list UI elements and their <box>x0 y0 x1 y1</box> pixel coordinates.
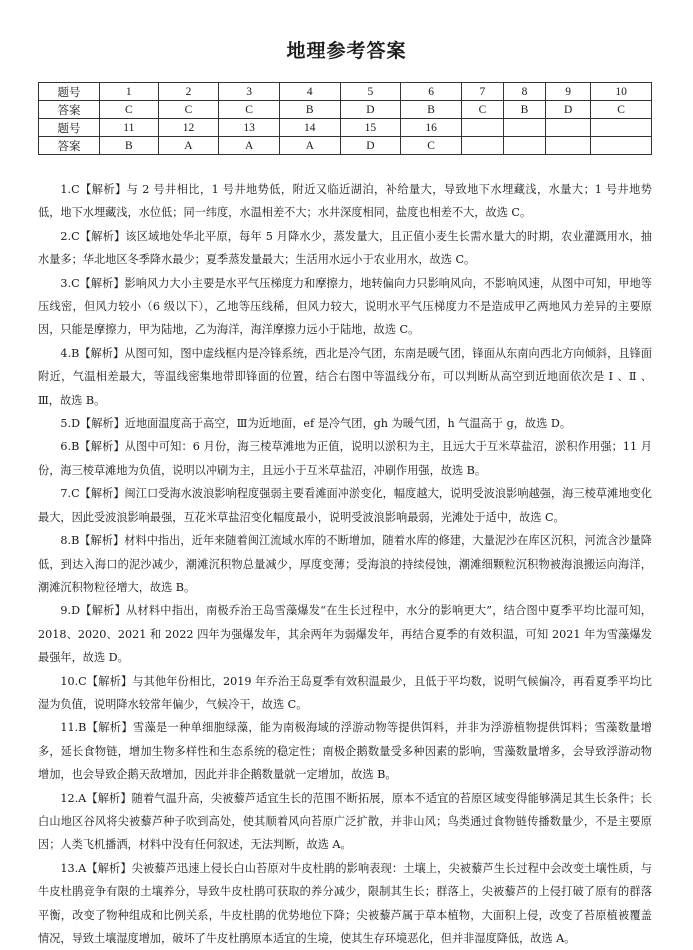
table-row <box>39 119 652 137</box>
question-number: 14 <box>279 119 340 137</box>
answer-cell: C <box>100 101 159 119</box>
explanation-paragraph: 13.A【解析】尖被藜芦迅速上侵长白山苔原对牛皮杜鹃的影响表现：土壤上，尖被藜芦生长过程中会改变土壤性质，与牛皮杜鹃竞争有限的土壤养分，导致牛皮杜鹃可获取的养分减少，限制其生长；群落上，尖被藜芦的上侵打破了原有的群落平衡，改变了物种组成和比例关系，牛皮杜鹃的优势地位下降；尖被藜芦属于草本植物，大面积上侵，改变了苔原植被覆盖情况，导致土壤湿度增加，破坏了牛皮杜鹃原本适宜的生境，使其生存环境恶化，但并非湿度降低，故选 A。 <box>38 861 652 945</box>
answer-cell: D <box>340 101 401 119</box>
answer-cell <box>591 137 652 155</box>
explanation-paragraph: 7.C【解析】闽江口受海水波浪影响程度强弱主要看滩面冲淤变化，幅度越大，说明受波浪影响越强，海三棱草滩地变化最大，因此受波浪影响最强，互花米草盐沼变化幅度最小，说明受波浪影响最弱，光滩处于适中，故选 C。 <box>38 487 652 524</box>
row-label: 答案 <box>39 101 100 119</box>
answer-cell: A <box>279 137 340 155</box>
answer-cell: D <box>546 101 591 119</box>
explanation-paragraph: 4.B【解析】从图可知，图中虚线框内是冷锋系统，西北是冷气团，东南是暖气团，锋面从东南向西北方向倾斜，且锋面附近，气温相差最大，等温线密集地带即锋面的位置，结合右图中等温线分布，可以判断从高空到近地面依次是 Ⅰ 、Ⅱ 、Ⅲ，故选 B。 <box>38 346 652 407</box>
answer-cell <box>461 137 503 155</box>
question-number: 12 <box>158 119 219 137</box>
question-number <box>461 119 503 137</box>
explanation-paragraph: 5.D【解析】近地面温度高于高空，Ⅲ为近地面，ef 是冷气团，gh 为暖气团，h 气温高于 g，故选 D。 <box>60 417 572 431</box>
table-row <box>39 83 652 101</box>
answer-cell: C <box>591 101 652 119</box>
question-number <box>591 119 652 137</box>
table-row <box>39 101 652 119</box>
answer-cell: C <box>158 101 219 119</box>
explanation-paragraph: 8.B【解析】材料中指出，近年来随着闽江流域水库的不断增加，随着水库的修建，大量泥沙在库区沉积，河流含沙量降低，到达入海口的泥沙减少，潮滩沉积物总量减少，厚度变薄；受海浪的持续侵蚀，潮滩细颗粒沉积物被海浪搬运向海洋，潮滩沉积物粒径增大，故选 B。 <box>38 534 652 594</box>
question-number: 2 <box>158 83 219 101</box>
explanation-paragraph: 1.C【解析】与 2 号井相比，1 号井地势低，附近又临近湖泊，补给量大，导致地下水埋藏浅，水量大；1 号井地势低，地下水埋藏浅，水位低；同一纬度，水温相差不大；水井深度相同，盐度也相差不大，故选 C。 <box>38 183 652 220</box>
question-number: 8 <box>503 83 545 101</box>
question-number: 6 <box>401 83 462 101</box>
question-number <box>546 119 591 137</box>
answer-cell: C <box>401 137 462 155</box>
row-label: 答案 <box>39 137 100 155</box>
answer-cell: A <box>158 137 219 155</box>
row-label: 题号 <box>39 119 100 137</box>
answer-cell <box>503 137 545 155</box>
question-number: 15 <box>340 119 401 137</box>
question-number: 1 <box>100 83 159 101</box>
table-row <box>39 137 652 155</box>
row-label: 题号 <box>39 83 100 101</box>
question-number <box>503 119 545 137</box>
question-number: 11 <box>100 119 159 137</box>
question-number: 16 <box>401 119 462 137</box>
question-number: 7 <box>461 83 503 101</box>
question-number: 9 <box>546 83 591 101</box>
answer-cell: C <box>461 101 503 119</box>
explanation-paragraph: 6.B【解析】从图中可知：6 月份，海三棱草滩地为正值，说明以淤积为主，且远大于互米草盐沼，淤积作用强；11 月份，海三棱草滩地为负值，说明以冲刷为主，且远小于互米草盐沼，冲刷作用强，故选 B。 <box>38 440 652 477</box>
question-number: 4 <box>279 83 340 101</box>
answer-cell <box>546 137 591 155</box>
question-number: 3 <box>219 83 280 101</box>
explanation-paragraph: 9.D【解析】从材料中指出，南极乔治王岛雪藻爆发“在生长过程中，水分的影响更大”，结合图中夏季平均比湿可知，2018、2020、2021 和 2022 四年为强爆发年，其余两年为弱爆发年，再结合夏季的有效积温，可知 2021 年为雪藻爆发最强年，故选 D。 <box>38 604 652 665</box>
answer-cell: A <box>219 137 280 155</box>
answer-cell: B <box>401 101 462 119</box>
explanations <box>38 178 652 950</box>
question-number: 10 <box>591 83 652 101</box>
question-number: 5 <box>340 83 401 101</box>
answer-cell: D <box>340 137 401 155</box>
explanation-paragraph: 12.A【解析】随着气温升高，尖被藜芦适宜生长的范围不断拓展，原本不适宜的苔原区域变得能够满足其生长条件；长白山地区谷风将尖被藜芦种子吹到高处，使其顺着风向苔原广泛扩散，并非山风；鸟类通过食物链传播数量少，不是主要原因；人类飞机播洒，材料中没有任何叙述，无法判断，故选 A。 <box>38 791 652 852</box>
explanation-paragraph: 10.C【解析】与其他年份相比，2019 年乔治王岛夏季有效积温最少，且低于平均数，说明气候偏冷，再看夏季平均比湿为负值，说明降水较常年偏少，气候冷干，故选 C。 <box>38 674 652 711</box>
page-title: 地理参考答案 <box>286 40 407 62</box>
question-number: 13 <box>219 119 280 137</box>
explanation-paragraph: 3.C【解析】影响风力大小主要是水平气压梯度力和摩擦力，地转偏向力只影响风向，不影响风速，从图中可知，甲地等压线密，但风力较小（6 级以下），乙地等压线稀，但风力较大，说明水平气压梯度力不是造成甲乙两地风力差异的主要原因，只能是摩擦力，甲为陆地，乙为海洋，海洋摩擦力远小于陆地，故选 C。 <box>38 276 652 337</box>
answer-table <box>38 82 652 155</box>
answer-cell: B <box>503 101 545 119</box>
answer-cell: B <box>279 101 340 119</box>
answer-cell: B <box>100 137 159 155</box>
explanation-paragraph: 11.B【解析】雪藻是一种单细胞绿藻，能为南极海域的浮游动物等提供饵料，并非为浮游植物提供饵料；雪藻数量增多，延长食物链，增加生物多样性和生态系统的稳定性；南极企鹅数量受多种因素的影响，雪藻数量增多，会导致浮游动物增加，也会导致企鹅天敌增加，因此并非企鹅数量就一定增加，故选 B。 <box>38 721 652 782</box>
explanation-paragraph: 2.C【解析】该区域地处华北平原，每年 5 月降水少，蒸发量大，且正值小麦生长需水量大的时期，农业灌溉用水，抽水量多；华北地区冬季降水最少；夏季蒸发量最大；生活用水远小于农业用水，故选 C。 <box>38 229 652 267</box>
answer-cell: C <box>219 101 280 119</box>
